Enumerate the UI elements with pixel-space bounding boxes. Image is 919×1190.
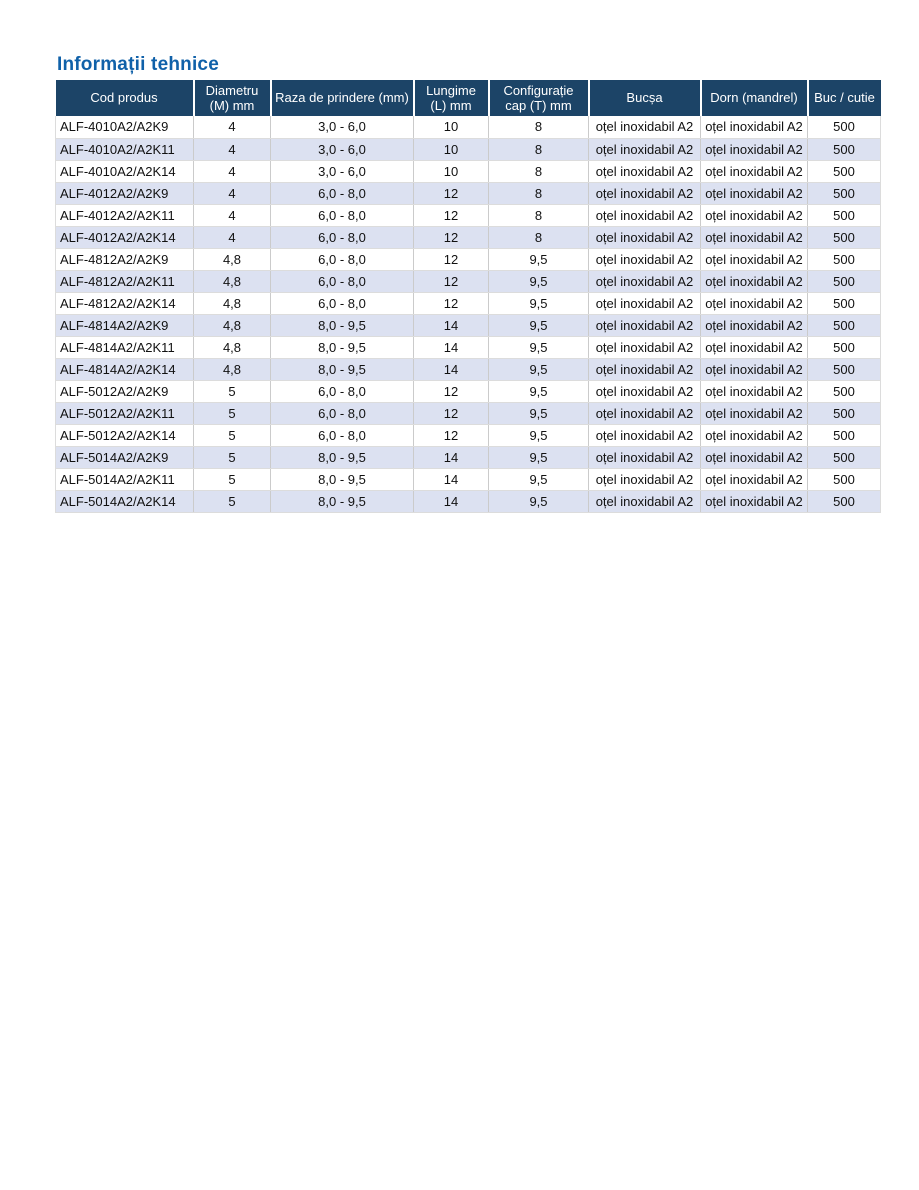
table-cell: 4,8 [194,248,271,270]
table-cell: oțel inoxidabil A2 [589,446,701,468]
table-cell: 6,0 - 8,0 [271,248,414,270]
table-cell: oțel inoxidabil A2 [589,138,701,160]
table-cell: 8 [489,160,589,182]
table-cell: 8,0 - 9,5 [271,314,414,336]
table-cell: oțel inoxidabil A2 [589,336,701,358]
table-cell: 12 [414,292,489,314]
table-cell: oțel inoxidabil A2 [701,336,808,358]
table-row [56,446,881,468]
table-cell: ALF-4812A2/A2K11 [56,270,194,292]
table-cell: 8 [489,138,589,160]
table-cell: ALF-4814A2/A2K11 [56,336,194,358]
table-cell: 8,0 - 9,5 [271,468,414,490]
table-cell: ALF-4010A2/A2K9 [56,116,194,138]
table-row [56,204,881,226]
table-cell: 500 [808,402,881,424]
table-cell: oțel inoxidabil A2 [589,358,701,380]
table-cell: 5 [194,424,271,446]
table-cell: 9,5 [489,314,589,336]
table-cell: oțel inoxidabil A2 [589,490,701,512]
table-cell: 8 [489,226,589,248]
table-cell: ALF-4814A2/A2K14 [56,358,194,380]
table-cell: 14 [414,490,489,512]
column-header: Bucșa [589,80,701,116]
table-cell: oțel inoxidabil A2 [589,160,701,182]
table-cell: 500 [808,292,881,314]
table-cell: 6,0 - 8,0 [271,182,414,204]
table-cell: 4 [194,116,271,138]
column-header: Configurație cap (T) mm [489,80,589,116]
table-cell: 500 [808,336,881,358]
table-cell: 9,5 [489,358,589,380]
table-cell: 500 [808,138,881,160]
table-cell: 9,5 [489,468,589,490]
table-cell: oțel inoxidabil A2 [589,292,701,314]
table-cell: 9,5 [489,446,589,468]
table-cell: oțel inoxidabil A2 [701,292,808,314]
table-cell: oțel inoxidabil A2 [701,204,808,226]
table-row [56,424,881,446]
table-row [56,336,881,358]
table-cell: 9,5 [489,248,589,270]
table-cell: 5 [194,446,271,468]
table-cell: 10 [414,138,489,160]
table-cell: 12 [414,270,489,292]
table-row [56,182,881,204]
column-header: Dorn (mandrel) [701,80,808,116]
table-cell: ALF-4012A2/A2K14 [56,226,194,248]
table-cell: 500 [808,270,881,292]
table-cell: oțel inoxidabil A2 [589,226,701,248]
table-cell: oțel inoxidabil A2 [701,446,808,468]
table-cell: ALF-5012A2/A2K9 [56,380,194,402]
table-cell: 8 [489,182,589,204]
table-cell: 14 [414,468,489,490]
table-cell: oțel inoxidabil A2 [589,182,701,204]
table-cell: 4,8 [194,314,271,336]
table-cell: 3,0 - 6,0 [271,116,414,138]
table-cell: 4,8 [194,270,271,292]
table-cell: 14 [414,358,489,380]
table-cell: 6,0 - 8,0 [271,402,414,424]
table-cell: 12 [414,204,489,226]
table-cell: ALF-4010A2/A2K11 [56,138,194,160]
table-cell: ALF-4812A2/A2K9 [56,248,194,270]
table-cell: 14 [414,446,489,468]
table-cell: 3,0 - 6,0 [271,138,414,160]
table-cell: oțel inoxidabil A2 [701,248,808,270]
table-cell: 8,0 - 9,5 [271,358,414,380]
table-cell: 10 [414,160,489,182]
table-cell: 12 [414,402,489,424]
table-cell: 10 [414,116,489,138]
table-header [56,80,881,116]
table-cell: oțel inoxidabil A2 [701,138,808,160]
table-cell: 12 [414,182,489,204]
table-cell: 500 [808,468,881,490]
table-body [56,116,881,512]
table-cell: 6,0 - 8,0 [271,270,414,292]
table-cell: 9,5 [489,380,589,402]
table-cell: oțel inoxidabil A2 [701,226,808,248]
column-header: Diametru (M) mm [194,80,271,116]
table-cell: oțel inoxidabil A2 [701,270,808,292]
table-cell: 9,5 [489,490,589,512]
table-cell: 6,0 - 8,0 [271,204,414,226]
table-row [56,468,881,490]
table-cell: 8,0 - 9,5 [271,336,414,358]
table-cell: 12 [414,424,489,446]
table-cell: ALF-4012A2/A2K11 [56,204,194,226]
table-cell: oțel inoxidabil A2 [701,182,808,204]
table-cell: 9,5 [489,336,589,358]
table-cell: ALF-4012A2/A2K9 [56,182,194,204]
table-cell: 8,0 - 9,5 [271,446,414,468]
table-cell: 8 [489,204,589,226]
table-cell: oțel inoxidabil A2 [701,402,808,424]
table-cell: oțel inoxidabil A2 [589,116,701,138]
table-cell: 6,0 - 8,0 [271,380,414,402]
page-title: Informații tehnice [57,54,219,75]
table-row [56,248,881,270]
table-row [56,226,881,248]
table-cell: 12 [414,248,489,270]
table-row [56,402,881,424]
table-cell: ALF-5014A2/A2K9 [56,446,194,468]
table-cell: 4 [194,204,271,226]
table-cell: 5 [194,380,271,402]
table-cell: 8,0 - 9,5 [271,490,414,512]
table-cell: ALF-5012A2/A2K14 [56,424,194,446]
table-row [56,270,881,292]
table-cell: 4 [194,226,271,248]
table-row [56,292,881,314]
table-cell: oțel inoxidabil A2 [701,116,808,138]
table-header-row [56,80,881,116]
table-cell: ALF-4812A2/A2K14 [56,292,194,314]
table-cell: 4,8 [194,358,271,380]
table-cell: 12 [414,226,489,248]
table-cell: 12 [414,380,489,402]
table-cell: ALF-4814A2/A2K9 [56,314,194,336]
table-cell: 9,5 [489,270,589,292]
table-cell: 500 [808,182,881,204]
table-cell: 500 [808,358,881,380]
table-cell: 9,5 [489,292,589,314]
table-cell: 14 [414,314,489,336]
table-cell: 500 [808,314,881,336]
table-cell: 8 [489,116,589,138]
table-cell: oțel inoxidabil A2 [701,380,808,402]
table-cell: 4,8 [194,336,271,358]
table-cell: ALF-5014A2/A2K11 [56,468,194,490]
table-cell: 4,8 [194,292,271,314]
table-cell: oțel inoxidabil A2 [701,358,808,380]
table-cell: oțel inoxidabil A2 [589,314,701,336]
table-row [56,358,881,380]
table-cell: 4 [194,182,271,204]
table-cell: 14 [414,336,489,358]
table-cell: 500 [808,446,881,468]
table-cell: 5 [194,402,271,424]
table-cell: ALF-5014A2/A2K14 [56,490,194,512]
table-cell: 500 [808,380,881,402]
table-row [56,380,881,402]
table-cell: 5 [194,468,271,490]
table-cell: oțel inoxidabil A2 [589,248,701,270]
table-cell: ALF-5012A2/A2K11 [56,402,194,424]
table-cell: oțel inoxidabil A2 [701,490,808,512]
table-cell: 9,5 [489,402,589,424]
table-cell: oțel inoxidabil A2 [701,160,808,182]
table-cell: oțel inoxidabil A2 [589,204,701,226]
table-cell: oțel inoxidabil A2 [589,270,701,292]
table-cell: 500 [808,116,881,138]
table-cell: 500 [808,226,881,248]
table-row [56,314,881,336]
table-cell: 5 [194,490,271,512]
table-cell: 6,0 - 8,0 [271,226,414,248]
table-cell: 500 [808,490,881,512]
table-cell: oțel inoxidabil A2 [589,402,701,424]
table-cell: oțel inoxidabil A2 [701,314,808,336]
column-header: Cod produs [56,80,194,116]
table-cell: 6,0 - 8,0 [271,424,414,446]
table-row [56,490,881,512]
table-cell: oțel inoxidabil A2 [701,424,808,446]
table-row [56,160,881,182]
table-cell: ALF-4010A2/A2K14 [56,160,194,182]
table-row [56,116,881,138]
table-cell: 9,5 [489,424,589,446]
table-cell: 500 [808,248,881,270]
table-cell: 3,0 - 6,0 [271,160,414,182]
column-header: Raza de prindere (mm) [271,80,414,116]
table-cell: oțel inoxidabil A2 [589,424,701,446]
table-cell: oțel inoxidabil A2 [701,468,808,490]
table-row [56,138,881,160]
table-cell: 4 [194,160,271,182]
table-cell: 500 [808,160,881,182]
tech-table [55,80,881,513]
table-cell: 500 [808,424,881,446]
table-cell: 4 [194,138,271,160]
table-cell: 500 [808,204,881,226]
column-header: Lungime (L) mm [414,80,489,116]
table-cell: 6,0 - 8,0 [271,292,414,314]
table-cell: oțel inoxidabil A2 [589,380,701,402]
table-cell: oțel inoxidabil A2 [589,468,701,490]
column-header: Buc / cutie [808,80,881,116]
